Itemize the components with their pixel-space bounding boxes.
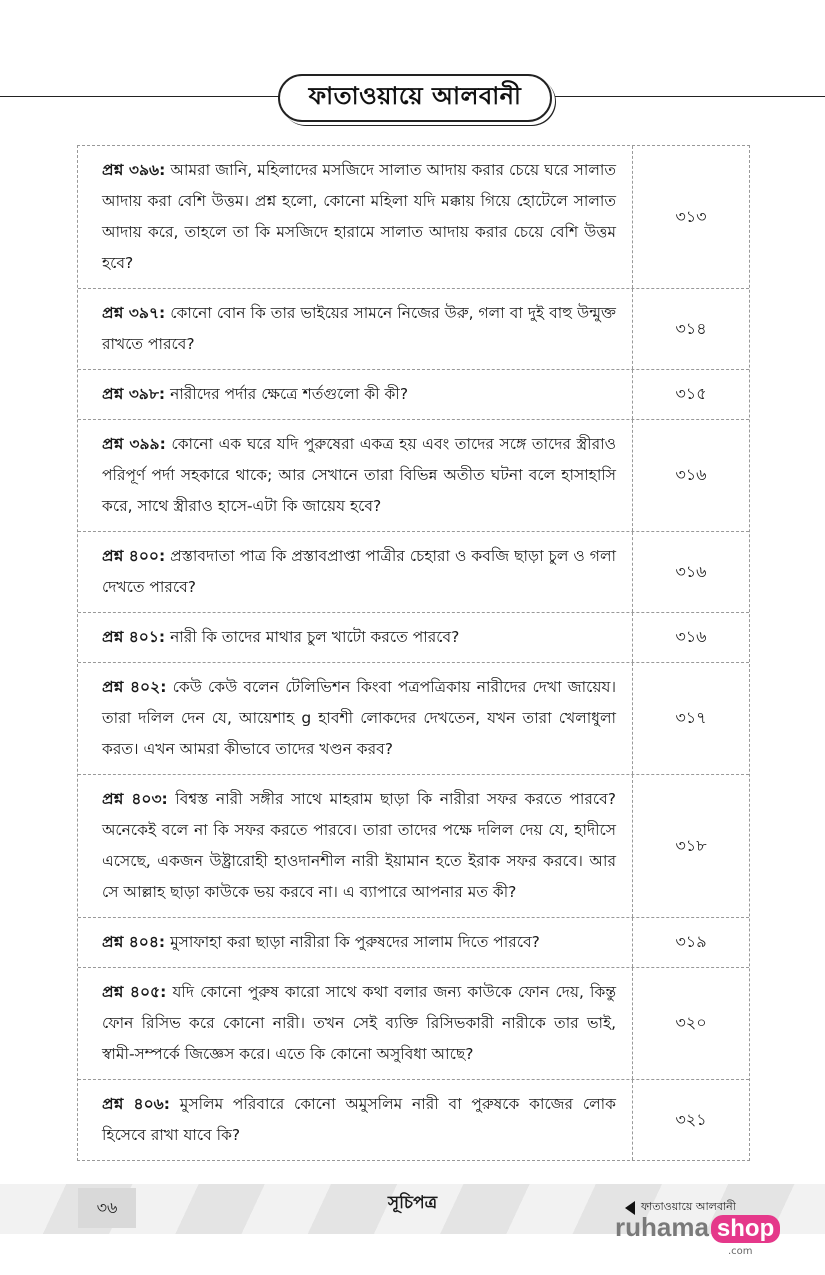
toc-page-number: ৩২০ xyxy=(675,1013,707,1032)
toc-row xyxy=(78,420,749,532)
toc-page-number: ৩১৮ xyxy=(675,835,707,855)
question-text: আমরা জানি, মহিলাদের মসজিদে সালাত আদায় করার চেয়ে ঘরে সালাত আদায় করা বেশি উত্তম। প্রশ্ন হলো, কোনো মহিলা যদি মক্কায় গিয়ে হোটেলে সালাত আদায় করে, তাহলে তা কি মসজিদে হারামে সালাত আদায় করার চেয়ে বেশি উত্তম হবে? xyxy=(102,161,616,272)
toc-question xyxy=(78,775,633,917)
question-text: মুসাফাহা করা ছাড়া নারীরা কি পুরুষদের সালাম দিতে পারবে? xyxy=(170,933,540,951)
toc-question xyxy=(78,532,633,612)
question-text: নারীদের পর্দার ক্ষেত্রে শর্তগুলো কী কী? xyxy=(170,385,409,403)
question-number: প্রশ্ন ৪০৩: xyxy=(102,790,168,808)
toc-question xyxy=(78,968,633,1079)
watermark-text-c: .com xyxy=(728,1246,753,1257)
question-number: প্রশ্ন ৩৯৭: xyxy=(102,304,166,322)
toc-row xyxy=(78,146,749,289)
question-number: প্রশ্ন ৪০২: xyxy=(102,678,167,696)
toc-question xyxy=(78,1080,633,1160)
toc-row xyxy=(78,370,749,420)
toc-question xyxy=(78,370,633,419)
toc-page-number: ৩১৬ xyxy=(675,561,707,581)
toc-page-number: ৩১৬ xyxy=(675,465,707,484)
question-number: প্রশ্ন ৪০৫: xyxy=(102,983,167,1001)
question-text: যদি কোনো পুরুষ কারো সাথে কথা বলার জন্য কাউকে ফোন দেয়, কিন্তু ফোন রিসিভ করে কোনো নারী। তখন সেই ব্যক্তি রিসিভকারী নারীকে তার ভাই, স্বামী-সম্পর্কে জিজ্ঞেস করে। এতে কি কোনো অসুবিধা আছে? xyxy=(102,983,617,1063)
toc-row xyxy=(78,613,749,663)
section-title: সূচিপত্র xyxy=(387,1193,438,1213)
toc-page-number: ৩২১ xyxy=(675,1109,707,1129)
toc-row xyxy=(78,775,749,918)
toc-question xyxy=(78,663,633,774)
toc-row xyxy=(78,1080,749,1160)
toc-question xyxy=(78,420,633,531)
toc-row xyxy=(78,968,749,1080)
toc-row xyxy=(78,289,749,370)
question-text: কেউ কেউ বলেন টেলিভিশন কিংবা পত্রপত্রিকায় নারীদের দেখা জায়েয। তারা দলিল দেন যে, আয়েশাহ g হাবশী লোকদের দেখতেন, যখন তারা খেলাধুলা করত। এখন আমরা কীভাবে তাদের খণ্ডন করব? xyxy=(102,678,617,758)
question-number: প্রশ্ন ৪০৬: xyxy=(102,1095,170,1113)
question-text: বিশ্বস্ত নারী সঙ্গীর সাথে মাহরাম ছাড়া কি নারীরা সফর করতে পারবে? অনেকেই বলে না কি সফর করতে পারবে। তারা তাদের পক্ষে দলিল দেয় যে, হাদীসে এসেছে, একজন উষ্ট্রারোহী হাওদানশীল নারী ইয়ামান হতে ইরাক সফর করবে। আর সে আল্লাহ ছাড়া কাউকে ভয় করবে না। এ ব্যাপারে আপনার মত কী? xyxy=(102,790,616,901)
toc-question xyxy=(78,613,633,662)
toc-row xyxy=(78,918,749,968)
question-text: প্রস্তাবদাতা পাত্র কি প্রস্তাবপ্রাপ্তা পাত্রীর চেহারা ও কবজি ছাড়া চুল ও গলা দেখতে পারবে? xyxy=(102,547,616,596)
question-number: প্রশ্ন ৩৯৮: xyxy=(102,385,166,403)
header-title-frame xyxy=(278,74,552,122)
toc-row xyxy=(78,532,749,613)
toc-page-number: ৩১৭ xyxy=(675,708,707,727)
question-text: নারী কি তাদের মাথার চুল খাটো করতে পারবে? xyxy=(170,628,460,646)
question-text: মুসলিম পরিবারে কোনো অমুসলিম নারী বা পুরুষকে কাজের লোক হিসেবে রাখা যাবে কি? xyxy=(102,1095,617,1144)
watermark-logo xyxy=(615,1212,780,1243)
footer-book-title-text: ফাতাওয়ায়ে আলবানী xyxy=(641,1200,736,1213)
watermark-text-a: ruhama xyxy=(615,1212,709,1242)
table-of-contents xyxy=(77,145,750,1161)
question-number: প্রশ্ন ৪০৪: xyxy=(102,933,166,951)
toc-page-number: ৩১৯ xyxy=(675,932,707,951)
toc-page-number: ৩১৫ xyxy=(675,384,707,403)
question-text: কোনো বোন কি তার ভাইয়ের সামনে নিজের উরু, গলা বা দুই বাহু উন্মুক্ত রাখতে পারবে? xyxy=(102,304,616,353)
toc-row xyxy=(78,663,749,775)
question-number: প্রশ্ন ৩৯৯: xyxy=(102,435,166,453)
watermark-text-b: shop xyxy=(711,1215,780,1243)
question-number: প্রশ্ন ৪০০: xyxy=(102,547,166,565)
question-text: কোনো এক ঘরে যদি পুরুষেরা একত্র হয় এবং তাদের সঙ্গে তাদের স্ত্রীরাও পরিপূর্ণ পর্দা সহকারে থাকে; আর সেখানে তারা বিভিন্ন অতীত ঘটনা বলে হাসাহাসি করে, সাথে স্ত্রীরাও হাসে-এটা কি জায়েয হবে? xyxy=(102,435,616,515)
toc-page-number: ৩১৬ xyxy=(675,627,707,646)
question-number: প্রশ্ন ৩৯৬: xyxy=(102,161,166,179)
book-title: ফাতাওয়ায়ে আলবানী xyxy=(308,82,522,110)
toc-question xyxy=(78,146,633,288)
page-number: ৩৬ xyxy=(78,1188,136,1228)
question-number: প্রশ্ন ৪০১: xyxy=(102,628,166,646)
toc-page-number: ৩১৩ xyxy=(675,206,707,226)
toc-question xyxy=(78,918,633,967)
toc-page-number: ৩১৪ xyxy=(675,318,707,338)
toc-question xyxy=(78,289,633,369)
